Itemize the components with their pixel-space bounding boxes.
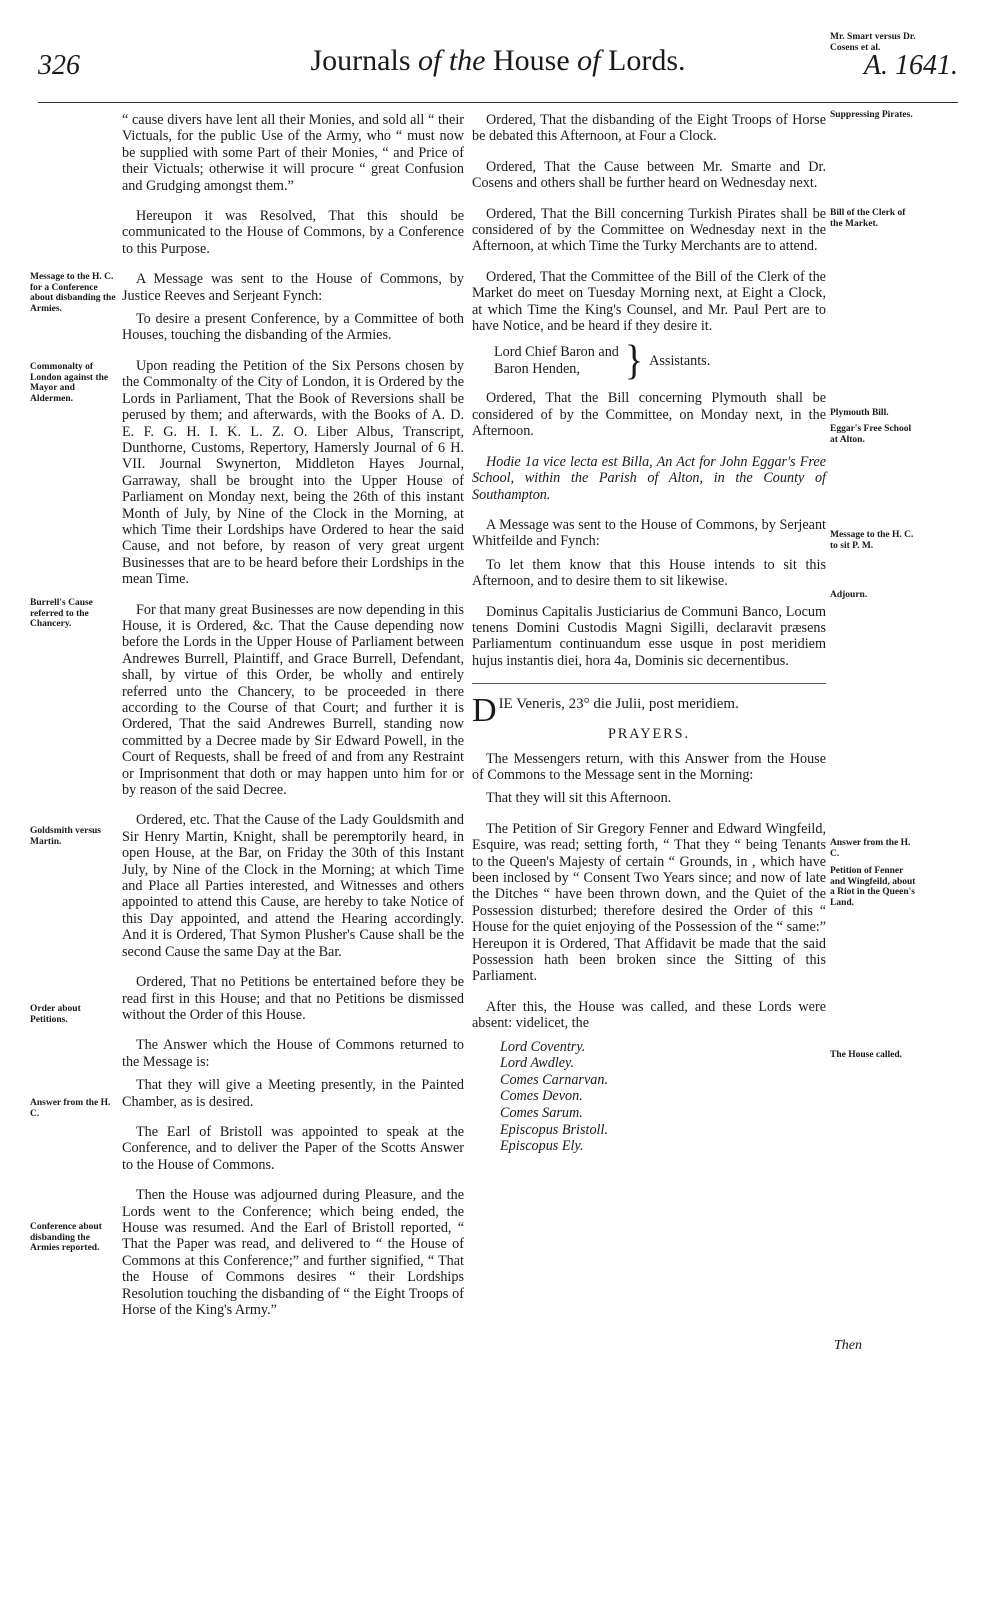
drop-cap: D [472, 692, 497, 730]
list-item: Episcopus Ely. [500, 1138, 584, 1155]
paragraph: To desire a present Conference, by a Committee of both Houses, touching the disbanding of the Armies. [122, 311, 464, 344]
margin-note: Bill of the Clerk of the Market. [830, 208, 906, 229]
paragraph: The Earl of Bristoll was appointed to speak at the Conference, and to deliver the Paper of the Scotts Answer to the House of Commons. [122, 1123, 464, 1173]
paragraph: A Message was sent to the House of Commons, by Serjeant Whitfeilde and Fynch: [472, 516, 826, 550]
paragraph: Then the House was adjourned during Pleasure, and the Lords went to the Conference; which being ended, the House was resumed. And the Earl of Bristoll reported, “ That the Paper was read, and delivered to “ the House of Commons at this Conference;” and further signified, “ That the House of Commons desires “ their Lordships Resolution touching the disbanding of “ the Eight Troops of Horse of the King's Army.” [122, 1187, 464, 1318]
paragraph: The Messengers return, with this Answer from the House of Commons to the Message sent in the Morning: [472, 750, 826, 783]
paragraph: Ordered, That the disbanding of the Eight Troops of Horse be debated this Afternoon, at Four a Clock. [472, 112, 826, 145]
paragraph: Upon reading the Petition of the Six Persons chosen by the Commonalty of the City of London, it is Ordered by the Lords in Parliament, That the Book of Reversions shall be perused by them; and afterwards, with the Books of A. D. E. F. G. H. I. K. L. Z. O. Liber Albus, Transcript, Dunthorne, Customs, Repertory, Hamersly Journal of 6 H. VII. Journal Swynerton, Middleton Hayes Journal, Garraway, shall be brought into the Upper House of Parliament on Monday next, being the 26th of this instant Month of July, by Nine of the Clock in the Morning, at which Time their Lordships have Ordered to hear the said Cause, and not before, by reason of very great urgent Businesses that are to be heard before their Lordships in the mean Time. [122, 357, 464, 588]
paragraph: “ cause divers have lent all their Monies, and sold all “ their Victuals, for the public Use of the Army, who “ must now be supplied with some Part of their Monies, “ and Price of their Victuals; otherwise it will procure “ great Confusion and Grudging amongst them.” [122, 112, 464, 194]
margin-note: Order about Petitions. [30, 1004, 81, 1025]
margin-note: Commonalty of London against the Mayor and Aldermen. [30, 362, 109, 404]
running-title [38, 44, 958, 78]
prayers-heading: PRAYERS. [607, 726, 691, 743]
margin-note: Plymouth Bill. [830, 408, 889, 418]
paragraph: Dominus Capitalis Justiciarius de Communi Banco, Locum tenens Domini Custodis Magni Sigilli, declaravit præsens Parliamentum continuandum esse usque in post meridiem hujus instantis diei, hora 4a, Dominis sic decernentibus. [472, 603, 826, 669]
margin-note: Answer from the H. C. [30, 1098, 111, 1119]
assistant-name: Lord Chief Baron and [494, 344, 619, 361]
margin-note: Conference about disbanding the Armies reported. [30, 1222, 102, 1253]
title-word: of [577, 44, 601, 77]
paragraph: The Petition of Sir Gregory Fenner and Edward Wingfeild, Esquire, was read; setting forth, “ That they “ being Tenants to the Queen's Majesty of certain “ Grounds, in , which have been inclosed by “ Consent Two Years since; and now of late the Ditches “ have been thrown down, and the Quiet of the Possession disturbed; therefore desired the Order of this “ House for the quiet enjoying of the Possession of the “ same:” Hereupon it is Ordered, That Affidavit be made that the said Possession hath been broken since the Sitting of this Parliament. [472, 820, 826, 985]
margin-note: Message to the H. C. to sit P. M. [830, 530, 914, 551]
assistants-label: Assistants. [649, 353, 711, 370]
list-item: Comes Devon. [500, 1088, 583, 1105]
session-date-text: IE Veneris, 23° die Julii, post meridiem. [498, 696, 739, 713]
catchword: Then [834, 1338, 862, 1353]
paragraph: Hereupon it was Resolved, That this should be communicated to the House of Commons, by a Conference to this Purpose. [122, 208, 464, 257]
paragraph: After this, the House was called, and these Lords were absent: videlicet, the [472, 998, 826, 1032]
paragraph: Hodie 1a vice lecta est Billa, An Act for John Eggar's Free School, within the Parish of Alton, in the County of Southampton. [472, 453, 826, 503]
list-item: Comes Carnarvan. [500, 1071, 608, 1088]
paragraph: For that many great Businesses are now depending in this House, it is Ordered, &c. That the Cause depending now before the Lords in the Upper House of Parliament between Andrewes Burrell, Plaintiff, and Grace Burrell, Defendant, shall, by virtue of this Order, be wholly and entirely referred unto the Chancery, to be proceeded in there according to the Course of that Court; and further it is Ordered, That the said Andrewes Burrell, standing now committed by a Decree made by Sir Edward Powell, in the Court of Requests, shall be freed of and from any Restraint or Imprisonment that doth or may happen unto him for or by reason of the said Decree. [122, 601, 464, 799]
brace-glyph: } [624, 338, 644, 385]
paragraph: Ordered, That the Committee of the Bill of the Clerk of the Market do meet on Tuesday Morning next, at Eight a Clock, at which Time the King's Counsel, and Mr. Paul Pert are to have Notice, and be heard if they desire it. [472, 268, 826, 335]
assistant-names [494, 344, 619, 378]
session-date [472, 692, 826, 730]
title-word: Lords. [608, 44, 686, 77]
margin-note: Adjourn. [830, 590, 868, 600]
list-item: Comes Sarum. [500, 1105, 583, 1122]
list-item: Lord Coventry. [500, 1038, 586, 1055]
margin-note: Petition of Fenner and Wingfeild, about a Riot in the Queen's Land. [830, 866, 916, 908]
paragraph: Ordered, That the Bill concerning Plymouth shall be considered of by the Committee, on Monday next, in the Afternoon. [472, 390, 826, 440]
margin-note: Suppressing Pirates. [830, 110, 913, 120]
margin-note: Goldsmith versus Martin. [30, 826, 101, 847]
left-column [122, 112, 464, 1325]
page-header [38, 44, 958, 104]
margin-note: The House called. [830, 1050, 903, 1060]
assistants-block [494, 338, 826, 385]
year-label: A. 1641. [863, 50, 958, 81]
paragraph: To let them know that this House intends to sit this Afternoon, and to desire them to sit likewise. [472, 556, 826, 590]
title-word: the [448, 44, 486, 77]
paragraph: That they will sit this Afternoon. [486, 790, 672, 807]
paragraph: A Message was sent to the House of Commons, by Justice Reeves and Serjeant Fynch: [122, 271, 464, 304]
margin-note: Answer from the H. C. [830, 838, 911, 859]
header-rule [38, 102, 958, 103]
margin-note: Eggar's Free School at Alton. [830, 424, 912, 445]
right-column [472, 112, 826, 1155]
paragraph: That they will give a Meeting presently, in the Painted Chamber, as is desired. [122, 1077, 464, 1110]
paragraph: Ordered, That the Bill concerning Turkish Pirates shall be considered of by the Committee on Wednesday next in the Afternoon, at which Time the Turky Merchants are to attend. [472, 205, 826, 255]
section-divider [472, 683, 826, 684]
margin-note: Burrell's Cause referred to the Chancery. [30, 598, 93, 629]
margin-note: Mr. Smart versus Dr. Cosens et al. [830, 32, 916, 53]
title-word: House [493, 44, 570, 77]
page-number: 326 [38, 50, 80, 81]
list-item: Episcopus Bristoll. [500, 1121, 608, 1138]
paragraph: Ordered, etc. That the Cause of the Lady Gouldsmith and Sir Henry Martin, Knight, shall be peremptorily heard, in open House, at the Bar, on Friday the 30th of this Instant July, by Nine of the Clock in the Morning; at which Time and Place all Parties interested, and Witnesses and others appointed to attend this Cause, are hereby to take Notice of this Day appointed, and attend the Hearing accordingly. And it is Ordered, That Symon Plusher's Cause shall be the second Cause the same Day at the Bar. [122, 812, 464, 960]
margin-note: Message to the H. C. for a Conference about disbanding the Armies. [30, 272, 116, 314]
assistant-name: Baron Henden, [494, 361, 580, 378]
paragraph: The Answer which the House of Commons returned to the Message is: [122, 1037, 464, 1070]
list-item: Lord Awdley. [500, 1055, 575, 1072]
paragraph: Ordered, That the Cause between Mr. Smarte and Dr. Cosens and others shall be further heard on Wednesday next. [472, 158, 826, 192]
paragraph: Ordered, That no Petitions be entertained before they be read first in this House; and that no Petitions be dismissed without the Order of this House. [122, 974, 464, 1023]
absent-lords-list [500, 1039, 826, 1155]
title-word: Journals [310, 44, 411, 77]
title-word: of [418, 44, 442, 77]
